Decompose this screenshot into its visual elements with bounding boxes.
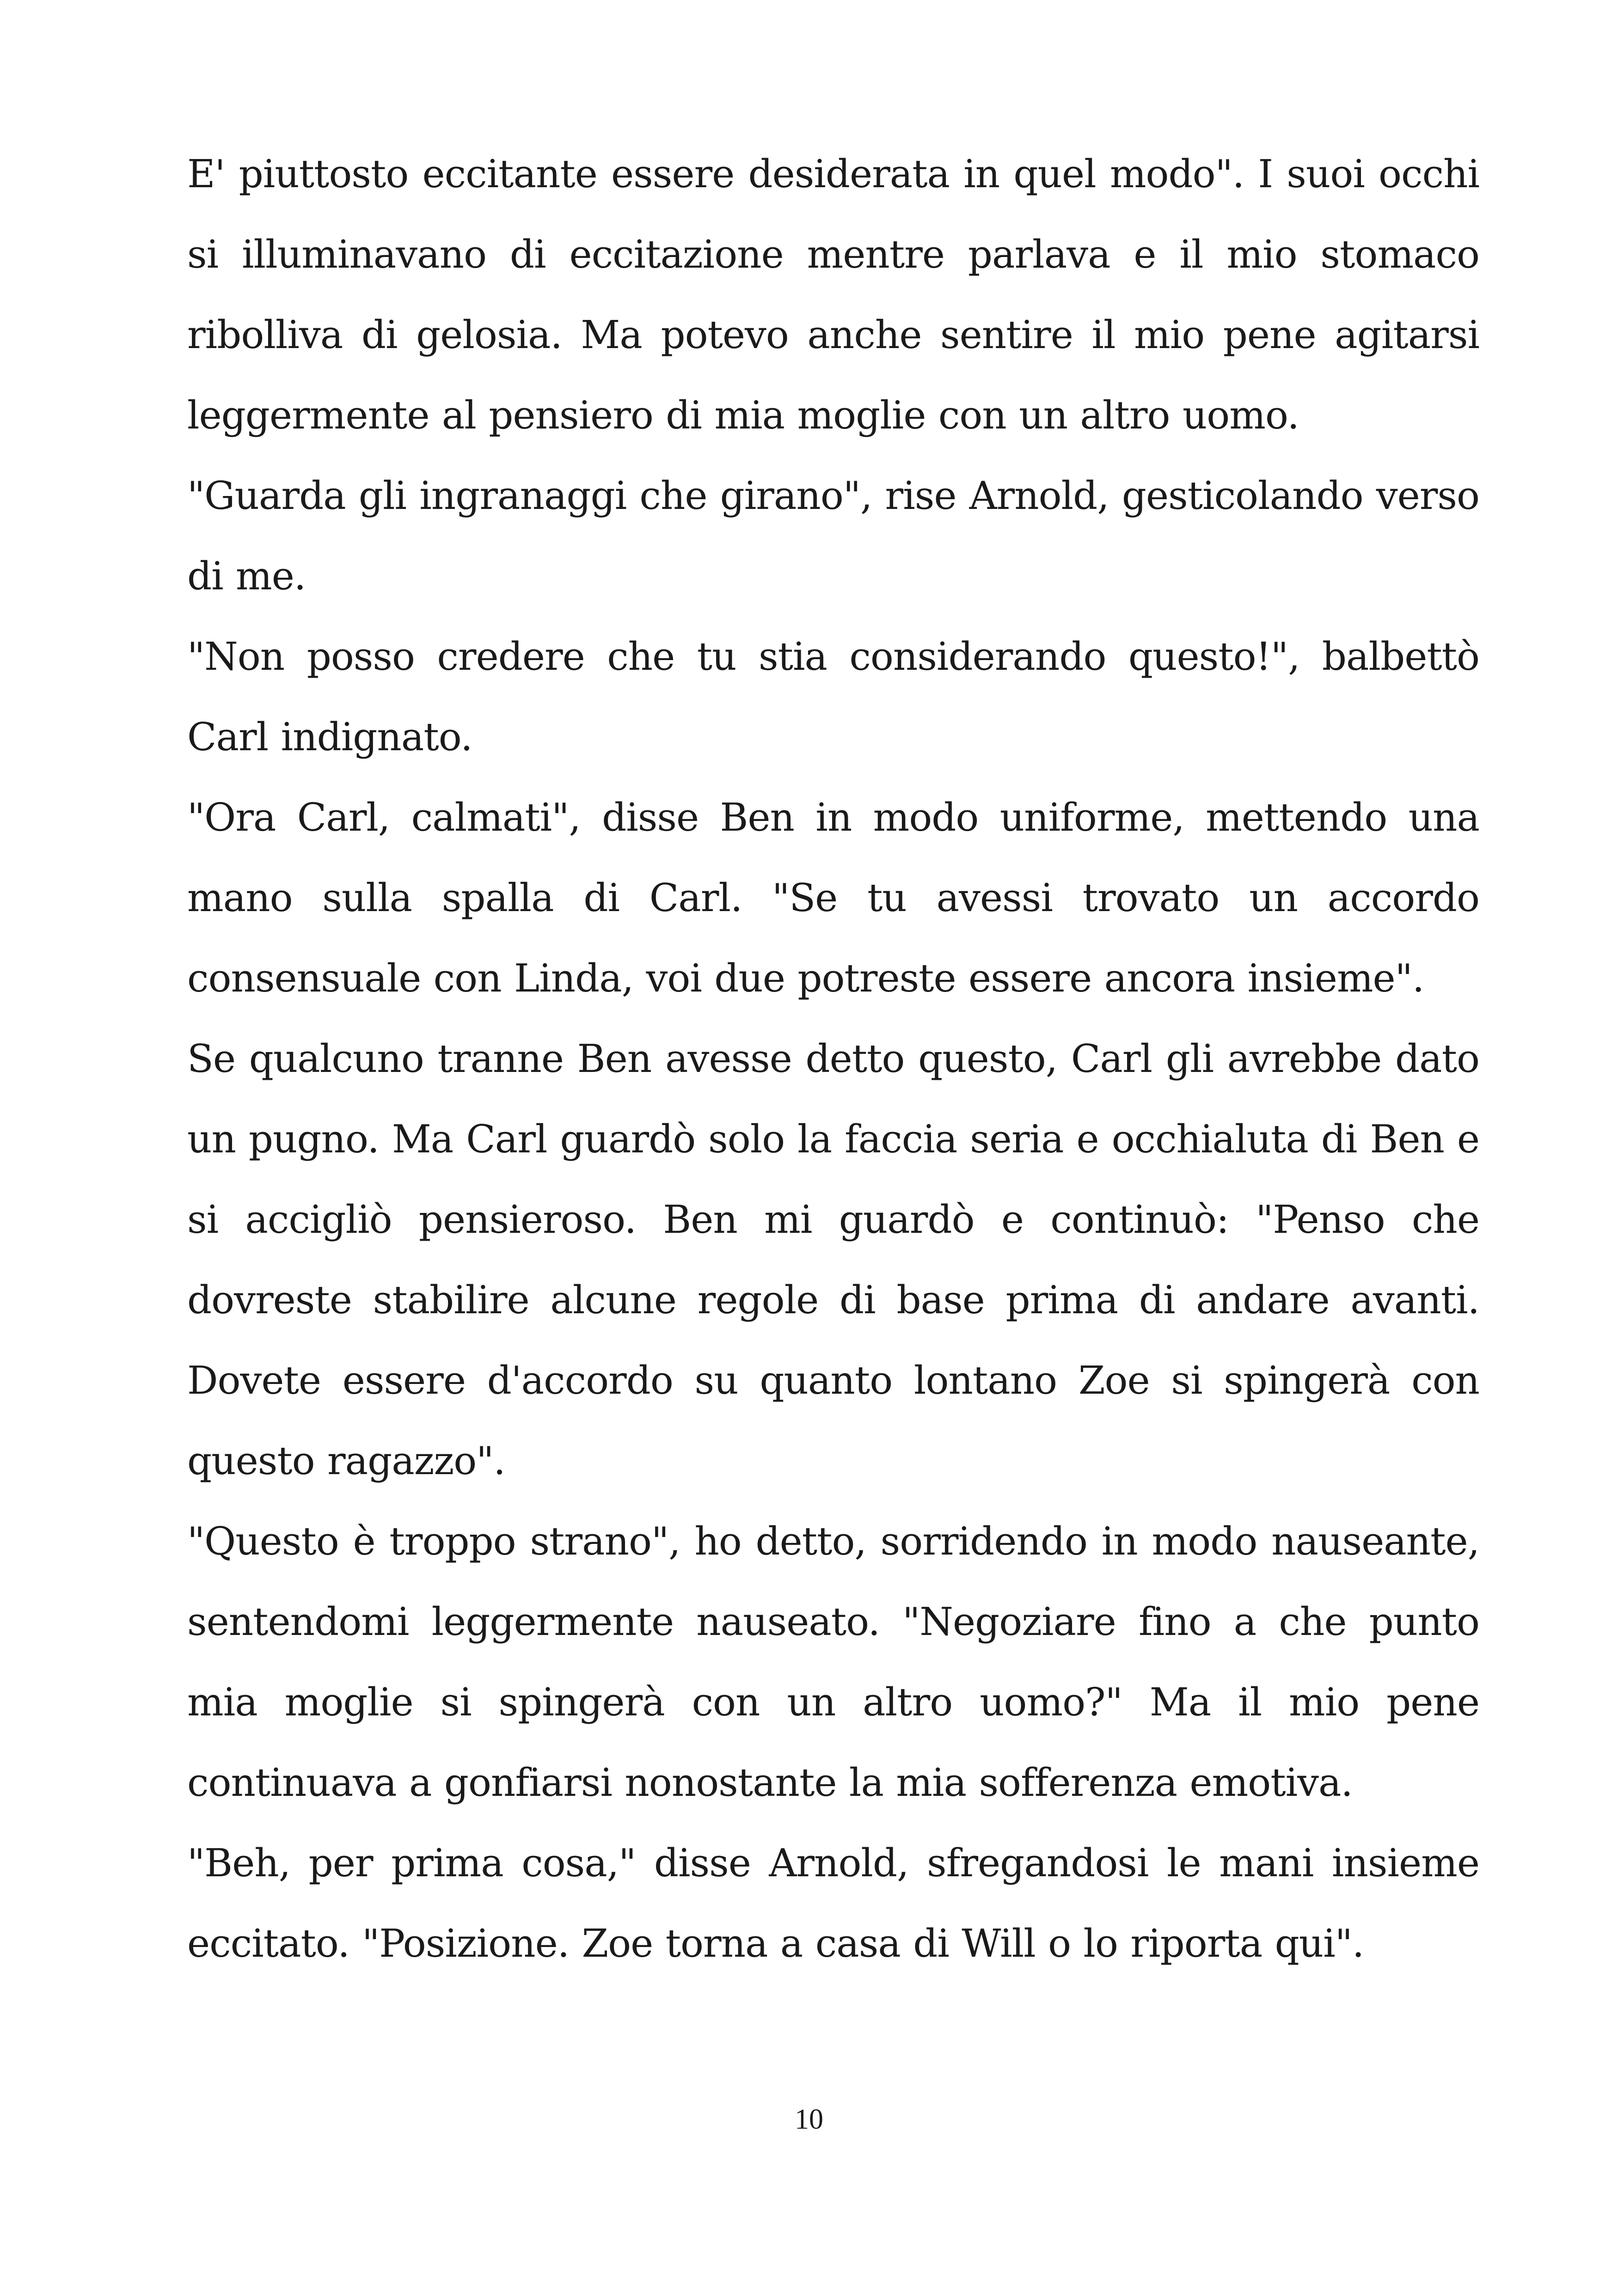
paragraph: E' piuttosto eccitante essere desiderata in quel modo". I suoi occhi si illuminavano di eccitazione mentre parlava e il mio stomaco ribolliva di gelosia. Ma potevo anche sentire il mio pene agitarsi leggermente al pensiero di mia moglie con un altro uomo. xyxy=(187,152,1479,438)
paragraph: "Beh, per prima cosa," disse Arnold, sfregandosi le mani insieme eccitato. "Posizione. Zoe torna a casa di Will o lo riporta qui". xyxy=(187,1841,1479,1966)
body-text xyxy=(187,134,1479,1984)
page-number: 10 xyxy=(795,2104,823,2135)
paragraph: "Guarda gli ingranaggi che girano", rise Arnold, gesticolando verso di me. xyxy=(187,473,1479,599)
paragraph: Se qualcuno tranne Ben avesse detto questo, Carl gli avrebbe dato un pugno. Ma Carl guardò solo la faccia seria e occhialuta di Ben e si accigliò pensieroso. Ben mi guardò e continuò: "Penso che dovreste stabilire alcune regole di base prima di andare avanti. Dovete essere d'accordo su quanto lontano Zoe si spingerà con questo ragazzo". xyxy=(187,1036,1479,1483)
paragraph: "Questo è troppo strano", ho detto, sorridendo in modo nauseante, sentendomi leggermente nauseato. "Negoziare fino a che punto mia moglie si spingerà con un altro uomo?" Ma il mio pene continuava a gonfiarsi nonostante la mia sofferenza emotiva. xyxy=(187,1519,1479,1805)
paragraph: "Non posso credere che tu stia considerando questo!", balbettò Carl indignato. xyxy=(187,634,1479,759)
paragraph: "Ora Carl, calmati", disse Ben in modo uniforme, mettendo una mano sulla spalla di Carl. "Se tu avessi trovato un accordo consensuale con Linda, voi due potreste essere ancora insieme". xyxy=(187,795,1479,1001)
